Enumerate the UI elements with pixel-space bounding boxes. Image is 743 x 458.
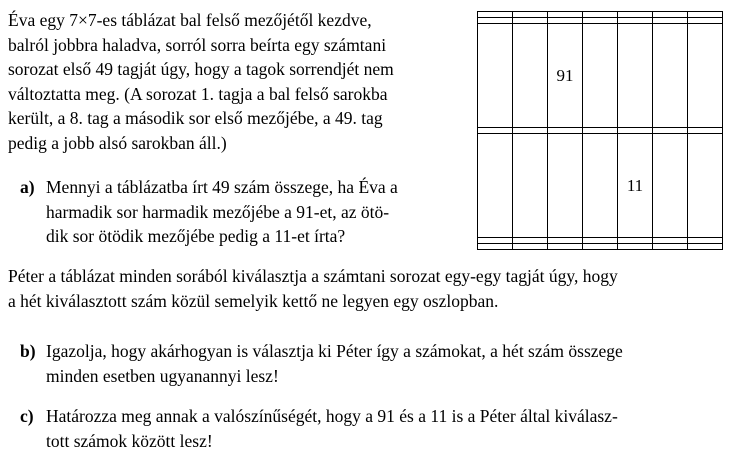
intro-paragraph bbox=[8, 8, 470, 155]
grid-cell: 91 bbox=[548, 23, 583, 127]
peter-paragraph bbox=[8, 264, 728, 313]
grid-cell bbox=[478, 23, 513, 127]
intro-line: pedig a jobb alsó sarokban áll.) bbox=[8, 132, 227, 153]
number-grid-7x7 bbox=[477, 11, 723, 250]
grid-cell bbox=[513, 23, 548, 127]
grid-cell bbox=[688, 133, 723, 237]
grid-cell bbox=[618, 244, 653, 250]
grid-body bbox=[478, 12, 723, 250]
grid-cell bbox=[688, 23, 723, 127]
question-line: harmadik sor harmadik mezőjébe a 91-et, az ötö- bbox=[46, 201, 390, 222]
grid-cell bbox=[653, 133, 688, 237]
grid-cell bbox=[583, 23, 618, 127]
question-label: b) bbox=[20, 341, 36, 361]
grid-cell bbox=[583, 244, 618, 250]
grid-cell bbox=[548, 244, 583, 250]
question-line: Határozza meg annak a valószínűségét, hogy a 91 és a 11 is a Péter által kiválasz- bbox=[46, 406, 618, 426]
grid-cell bbox=[688, 244, 723, 250]
question-label: c) bbox=[20, 406, 34, 426]
question-text bbox=[46, 339, 728, 388]
intro-line: Éva egy 7×7-es táblázat bal felső mezőjétől kezdve, bbox=[8, 10, 372, 30]
grid-cell bbox=[618, 23, 653, 127]
grid-cell: 11 bbox=[618, 133, 653, 237]
question-line: Mennyi a táblázatba írt 49 szám összege, ha Éva a bbox=[46, 177, 398, 197]
grid-cell bbox=[548, 133, 583, 237]
question-a bbox=[20, 175, 472, 249]
grid-cell bbox=[478, 133, 513, 237]
grid-row bbox=[478, 23, 723, 127]
intro-line: balról jobbra haladva, sorról sorra beírta egy számtani bbox=[8, 34, 387, 55]
grid-cell bbox=[653, 23, 688, 127]
grid-cell bbox=[653, 244, 688, 250]
question-b bbox=[20, 339, 728, 388]
question-line: tott számok között lesz! bbox=[46, 430, 213, 451]
grid-cell bbox=[513, 244, 548, 250]
grid-row bbox=[478, 133, 723, 237]
intro-line: került, a 8. tag a második sor első mezőjébe, a 49. tag bbox=[8, 108, 383, 128]
grid-cell bbox=[583, 133, 618, 237]
question-line: Igazolja, hogy akárhogyan is választja ki Péter így a számokat, a hét szám összege bbox=[46, 341, 623, 361]
question-c bbox=[20, 404, 728, 453]
grid-cell bbox=[478, 244, 513, 250]
intro-line: változtatta meg. (A sorozat 1. tagja a bal felső sarokba bbox=[8, 83, 388, 104]
paragraph-line: a hét kiválasztott szám közül semelyik kettő ne legyen egy oszlopban. bbox=[8, 290, 499, 311]
question-text bbox=[46, 175, 472, 249]
grid-row bbox=[478, 244, 723, 250]
question-label: a) bbox=[20, 177, 35, 197]
question-text bbox=[46, 404, 728, 453]
intro-line: sorozat első 49 tagját úgy, hogy a tagok sorrendjét nem bbox=[8, 59, 394, 79]
grid-cell bbox=[513, 133, 548, 237]
paragraph-line: Péter a táblázat minden sorából kiválasztja a számtani sorozat egy-egy tagját úgy, hogy bbox=[8, 266, 618, 286]
question-line: minden esetben ugyanannyi lesz! bbox=[46, 365, 279, 386]
question-line: dik sor ötödik mezőjébe pedig a 11-et írta? bbox=[46, 226, 346, 246]
